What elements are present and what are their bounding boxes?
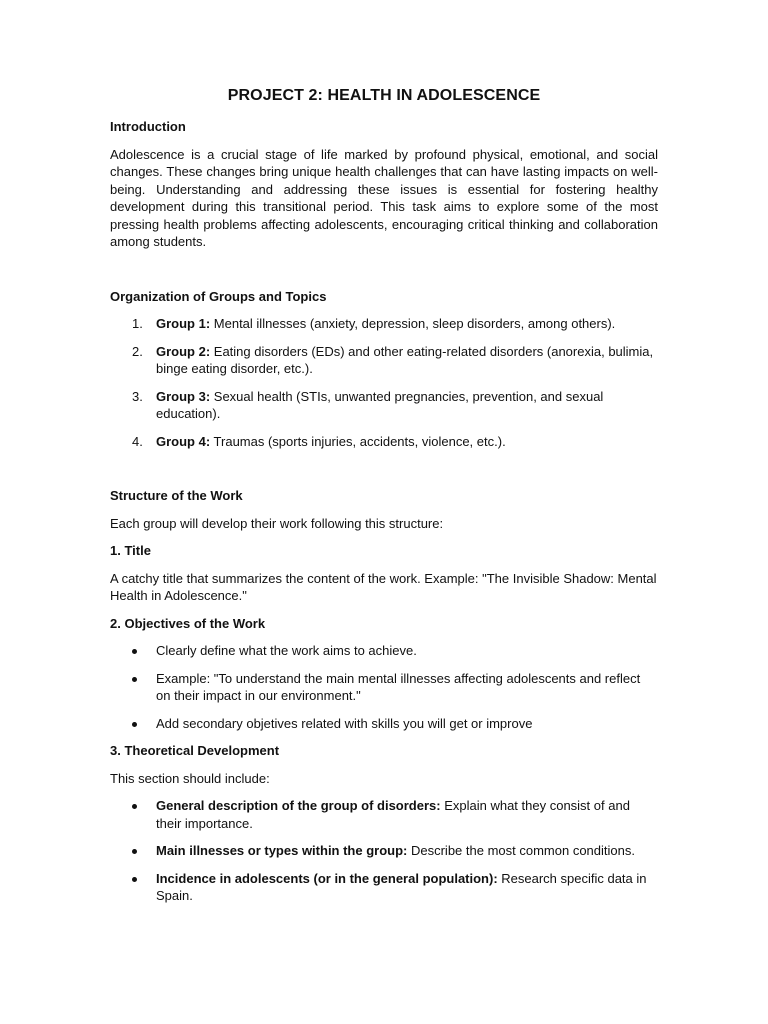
section-title-heading: 1. Title [110,543,151,558]
list-item [110,842,658,860]
bullet-text: Explain what they consist of and their importance. [156,798,630,831]
list-item [110,870,658,905]
section-theory-intro: This section should include: [110,770,270,786]
list-number: 1. [132,316,143,331]
organization-heading: Organization of Groups and Topics [110,288,327,304]
bullet-icon [132,804,137,809]
list-item [110,797,658,832]
group-text: Traumas (sports injuries, accidents, violence, etc.). [210,433,506,449]
bullet-text: Clearly define what the work aims to achieve. [156,643,417,658]
bullet-text: Describe the most common conditions. [407,843,635,858]
bullet-text: Research specific data in Spain. [156,870,647,903]
structure-heading: Structure of the Work [110,488,243,503]
bullet-icon [132,677,137,682]
list-number: 3. [132,388,143,404]
group-text: Eating disorders (EDs) and other eating-related disorders (anorexia, bulimia, binge eating disorder, etc.). [156,343,654,376]
section-title-text: A catchy title that summarizes the content of the work. Example: "The Invisible Shadow: Mental Health in Adolescence." [110,570,657,603]
bullet-icon [132,649,137,654]
introduction-heading: Introduction [110,119,186,134]
bullet-icon [132,722,137,727]
bullet-label: General description of the group of disorders: [156,798,441,813]
group-label: Group 4: [156,433,211,449]
objectives-list [110,642,658,732]
group-text: Mental illnesses (anxiety, depression, sleep disorders, among others). [210,316,616,331]
list-number: 2. [132,343,143,359]
introduction-paragraph: Adolescence is a crucial stage of life marked by profound physical, emotional, and social changes. These changes bring unique health challenges that can have lasting impacts on well-being. Understanding and addressing these issues is essential for fostering healthy development during this transitional period. This task aims to explore some of the most pressing health problems affecting adolescents, encouraging critical thinking and collaboration among students. [110,146,658,249]
bullet-icon [132,877,137,882]
section-objectives-heading: 2. Objectives of the Work [110,615,266,631]
theory-list [110,797,658,905]
bullet-icon [132,849,137,854]
group-label: Group 3: [156,388,211,404]
bullet-text: Add secondary objetives related with skills you will get or improve [156,715,533,731]
list-item [110,433,658,451]
bullet-label: Main illnesses or types within the group: [156,843,408,858]
bullet-label: Incidence in adolescents (or in the general population): [156,870,498,886]
list-item [110,315,658,333]
page-title: PROJECT 2: HEALTH IN ADOLESCENCE [227,87,541,104]
groups-list [110,315,658,450]
list-item [110,642,658,660]
group-text: Sexual health (STIs, unwanted pregnancies, prevention, and sexual education). [156,388,604,421]
list-item [110,343,658,378]
group-label: Group 1: [156,316,211,331]
list-item [110,715,658,733]
section-theory-heading: 3. Theoretical Development [110,743,280,758]
list-number: 4. [132,433,143,449]
list-item [110,388,658,423]
bullet-text: Example: "To understand the main mental illnesses affecting adolescents and reflect on their impact in our environment." [156,670,641,703]
list-item [110,670,658,705]
structure-intro: Each group will develop their work following this structure: [110,515,444,531]
group-label: Group 2: [156,343,211,359]
